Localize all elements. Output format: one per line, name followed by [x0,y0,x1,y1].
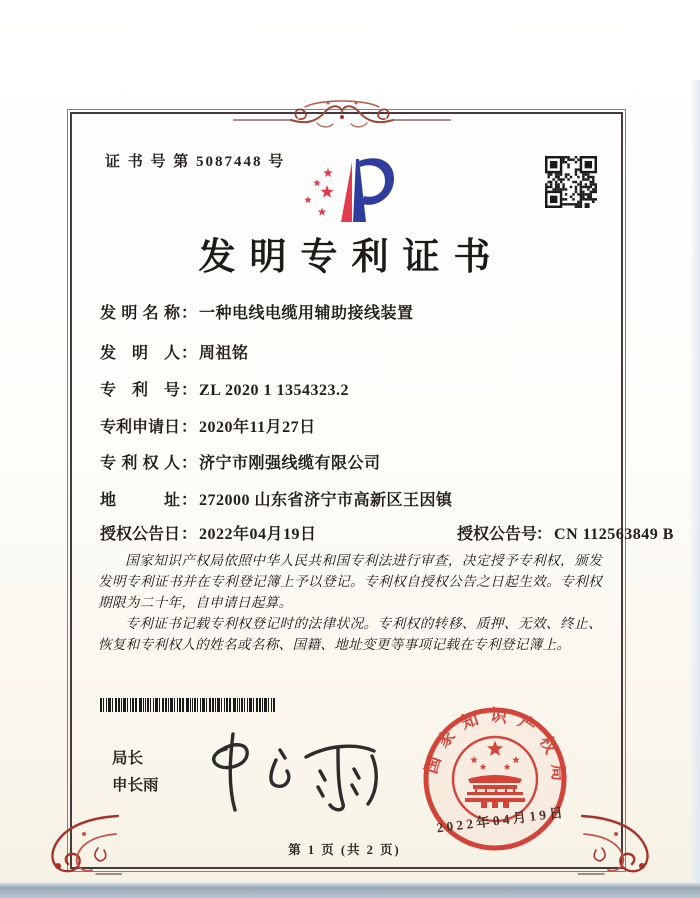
field-label: 发明名称 [100,305,180,322]
field-row-patentee [100,450,381,474]
certificate-title: 发明专利证书 [198,237,505,278]
field-label: 发明人 [100,345,180,362]
director-signature [188,726,388,818]
colon: ： [181,419,198,436]
colon: ： [536,526,553,543]
legal-paragraph-2: 专利证书记载专利权登记时的法律状况。专利权的转移、质押、无效、终止、恢复和专利权人的姓名或名称、国籍、地址变更等事项记载在专利登记簿上。 [98,616,602,652]
field-label: 地址 [100,492,180,509]
field-value: 2020年11月27日 [199,419,316,436]
field-value: 济宁市刚强线缆有限公司 [199,455,381,472]
field-label: 授权公告日 [100,526,181,543]
cnipa-patent-logo-icon [296,150,396,230]
page-number: 第 1 页 (共 2 页) [288,843,401,857]
legal-paragraph-1: 国家知识产权局依照中华人民共和国专利法进行审查，决定授予专利权，颁发发明专利证书并在专利登记簿上予以登记。专利权自授权公告之日起生效。专利权期限为二十年，自申请日起算。 [98,553,602,610]
field-label: 授权公告号 [457,526,538,543]
field-row-grant-number [457,521,674,544]
field-row-inventor [100,340,249,364]
field-row-invention-name [100,300,414,324]
seal-date: 2022年04月19日 [435,804,565,836]
colon: ： [181,526,198,543]
field-label: 专利申请日 [100,419,181,436]
field-value: 周祖铭 [199,345,249,362]
scan-edge-right [689,80,700,898]
colon: ： [181,492,198,509]
officer-name: 申长雨 [112,777,159,794]
officer-block [112,745,159,799]
qr-code-icon [545,156,597,208]
field-value: ZL 2020 1 1354323.2 [199,382,349,399]
field-row-address [100,487,453,511]
field-value: CN 112563849 B [554,526,674,543]
legal-text-block [98,550,602,655]
field-row-grant-date [100,521,674,545]
barcode-icon [100,698,278,712]
colon: ： [181,305,198,322]
field-value: 一种电线电缆用辅助接线装置 [199,305,414,322]
field-label: 专利号 [100,382,180,399]
certificate-number: 证 书 号 第 5087448 号 [105,154,286,170]
cnipa-round-seal [418,702,572,856]
colon: ： [181,382,198,399]
colon: ： [181,455,198,472]
seal-ring-text: 国家知识产权局 [421,705,569,792]
field-label: 专利权人 [100,455,180,472]
officer-title: 局长 [112,750,144,767]
field-value: 2022年04月19日 [199,526,317,543]
field-row-filing-date [100,414,316,438]
field-row-patent-number [100,377,349,401]
colon: ： [181,345,198,362]
field-value: 272000 山东省济宁市高新区王因镇 [199,492,453,509]
scan-edge-bottom [0,882,700,898]
